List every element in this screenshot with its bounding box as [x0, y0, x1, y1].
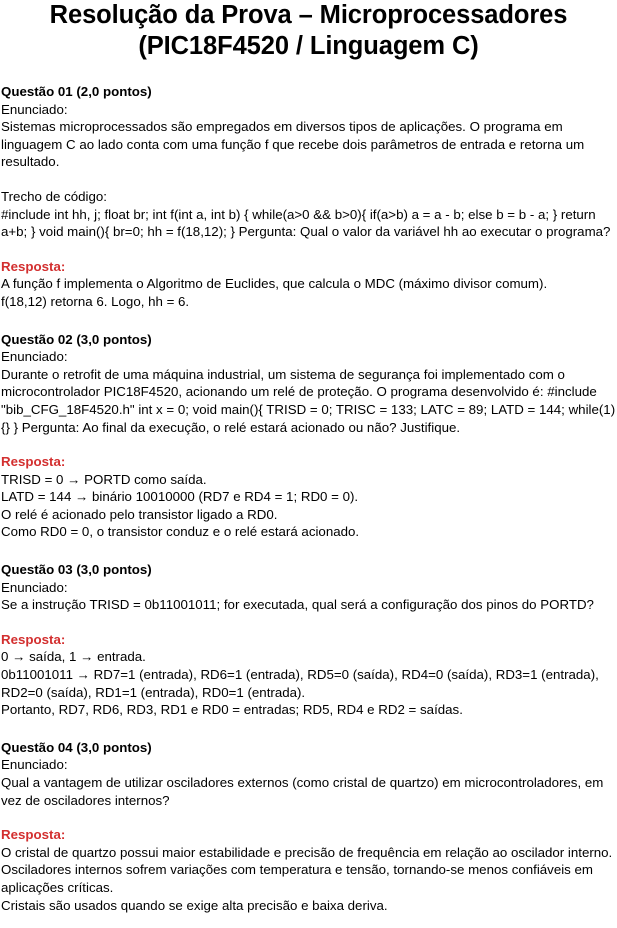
question-4-resposta-line-2: Osciladores internos sofrem variações com temperatura e tensão, tornando-se menos confiáveis em aplicações críticas. [1, 862, 593, 895]
question-2-enunciado: Durante o retrofit de uma máquina industrial, um sistema de segurança foi implementado com o microcontrolador PIC18F4520, acionando um relé de proteção. O programa desenvolvido é: #include "bib_CFG_18F4520.h" int x = 0; void main(){ TRISD = 0; TRISC = 133; LATC = 89; LATD = 144; while(1){} } Pergunta: Ao final da execução, o relé estará acionado ou não? Justifique. [1, 366, 616, 435]
question-4-enunciado-label: Enunciado: [1, 757, 68, 773]
question-1-resposta-line-1: A função f implementa o Algoritmo de Euclides, que calcula o MDC (máximo divisor comum). [1, 276, 548, 292]
question-4-resposta-line-3: Cristais são usados quando se exige alta precisão e baixa deriva. [1, 897, 388, 913]
question-3-resposta-label: Resposta: [1, 631, 66, 647]
question-3-enunciado-label: Enunciado: [1, 579, 68, 595]
question-3 [1, 561, 616, 719]
question-2-resposta-line-4: Como RD0 = 0, o transistor conduz e o relé estará acionado. [1, 524, 360, 540]
question-4-resposta-line-1: O cristal de quartzo possui maior estabilidade e precisão de frequência em relação ao oscilador interno. [1, 844, 613, 860]
question-3-resposta-line-1: 0 → saída, 1 → entrada. [1, 649, 146, 665]
title-line-2: (PIC18F4520 / Linguagem C) [138, 32, 479, 60]
question-4-heading: Questão 04 (3,0 pontos) [1, 739, 152, 755]
question-2-resposta-label: Resposta: [1, 454, 66, 470]
question-1-heading: Questão 01 (2,0 pontos) [1, 84, 152, 99]
question-2 [1, 331, 616, 542]
question-1-resposta-line-2: f(18,12) retorna 6. Logo, hh = 6. [1, 293, 190, 309]
question-3-resposta-line-3: Portanto, RD7, RD6, RD3, RD1 e RD0 = entradas; RD5, RD4 e RD2 = saídas. [1, 702, 463, 718]
question-2-resposta-line-3: O relé é acionado pelo transistor ligado a RD0. [1, 506, 278, 522]
spacer [1, 241, 616, 258]
spacer [1, 436, 616, 453]
question-3-enunciado: Se a instrução TRISD = 0b11001011; for executada, qual será a configuração dos pinos do PORTD? [1, 597, 594, 613]
spacer [1, 809, 616, 826]
question-2-resposta-line-2: LATD = 144 → binário 10010000 (RD7 e RD4 = 1; RD0 = 0). [1, 489, 359, 505]
document-title [1, 0, 616, 62]
question-2-enunciado-label: Enunciado: [1, 349, 68, 365]
question-1-resposta-label: Resposta: [1, 258, 66, 274]
question-3-heading: Questão 03 (3,0 pontos) [1, 562, 152, 578]
question-1-code: #include int hh, j; float br; int f(int a, int b) { while(a>0 && b>0){ if(a>b) a = a - b; else b = b - a; } return a+b; } void main(){ br=0; hh = f(18,12); } Pergunta: Qual o valor da variável hh ao executar o programa? [1, 206, 611, 240]
question-2-resposta-line-1: TRISD = 0 → PORTD como saída. [1, 471, 207, 487]
spacer [1, 171, 616, 188]
title-line-1: Resolução da Prova – Microprocessadores [49, 1, 568, 29]
question-3-resposta-line-2: 0b11001011 → RD7=1 (entrada), RD6=1 (entrada), RD5=0 (saída), RD4=0 (saída), RD3=1 (entrada), RD2=0 (saída), RD1=1 (entrada), RD0=1 (entrada). [1, 667, 599, 700]
question-4 [1, 739, 616, 914]
question-1-code-label: Trecho de código: [1, 188, 107, 204]
question-1-enunciado: Sistemas microprocessados são empregados em diversos tipos de aplicações. O programa em linguagem C ao lado conta com uma função f que recebe dois parâmetros de entrada e retorna um resultado. [1, 119, 585, 170]
question-4-enunciado: Qual a vantagem de utilizar osciladores externos (como cristal de quartzo) em microcontroladores, em vez de osciladores internos? [1, 775, 604, 808]
spacer [1, 614, 616, 631]
question-1 [1, 83, 616, 311]
question-4-resposta-label: Resposta: [1, 827, 66, 843]
question-1-enunciado-label: Enunciado: [1, 101, 68, 117]
question-2-heading: Questão 02 (3,0 pontos) [1, 331, 152, 347]
